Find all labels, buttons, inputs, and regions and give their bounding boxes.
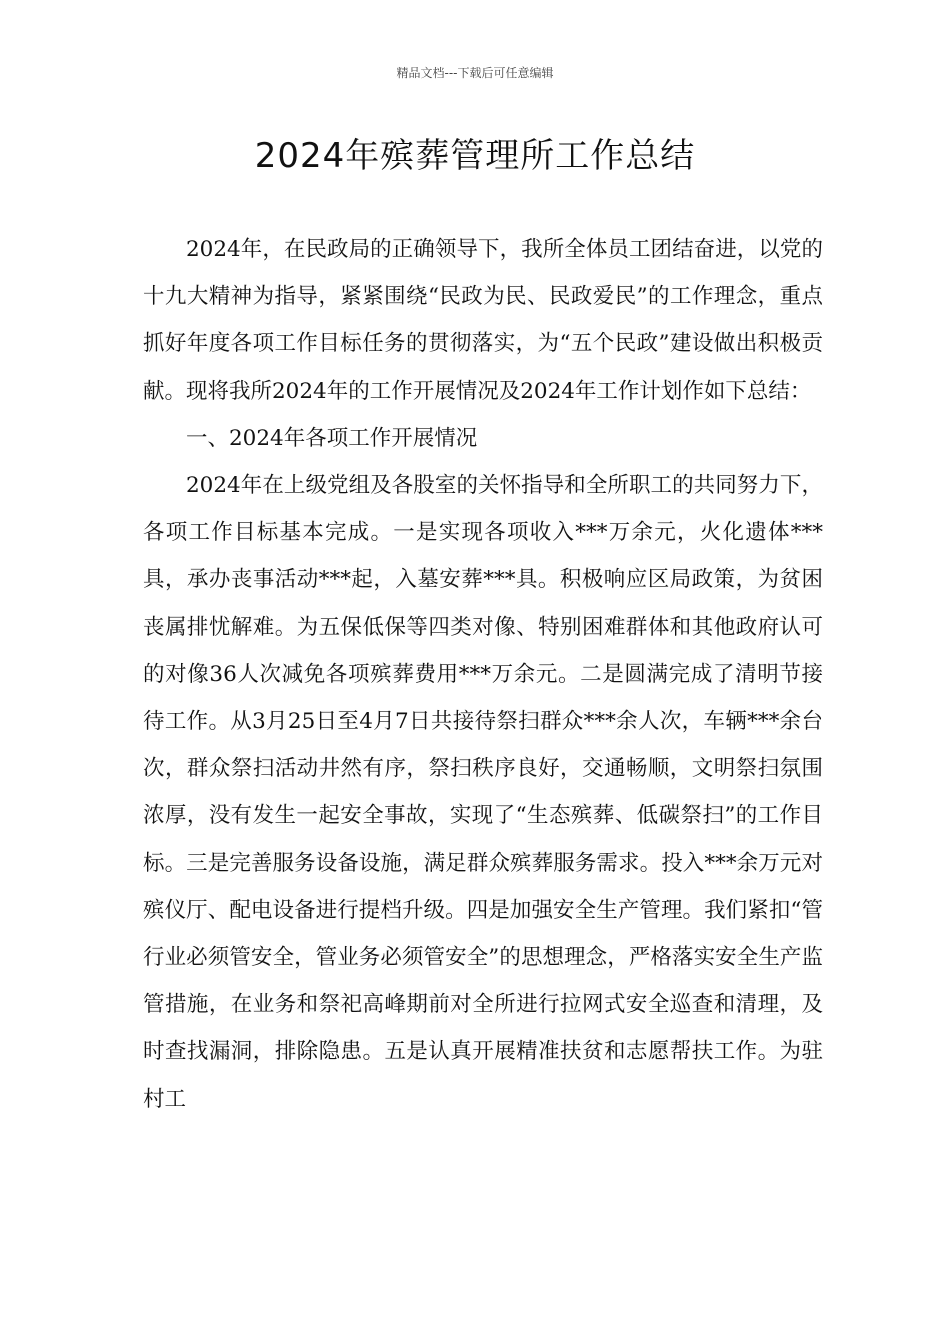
section-paragraph: 2024年在上级党组及各股室的关怀指导和全所职工的共同努力下，各项工作目标基本完成。一是实现各项收入***万余元，火化遗体***具，承办丧事活动***起，入墓安葬***具。积极响应区局政策，为贫困丧属排忧解难。为五保低保等四类对像、特别困难群体和其他政府认可的对像36人次减免各项殡葬费用***万余元。二是圆满完成了清明节接待工作。从3月25日至4月7日共接待祭扫群众***余人次，车辆***余台次，群众祭扫活动井然有序，祭扫秩序良好，交通畅顺，文明祭扫氛围浓厚，没有发生一起安全事故，实现了“生态殡葬、低碳祭扫”的工作目标。三是完善服务设备设施，满足群众殡葬服务需求。投入***余万元对殡仪厅、配电设备进行提档升级。四是加强安全生产管理。我们紧扣“管行业必须管安全，管业务必须管安全”的思想理念，严格落实安全生产监管措施，在业务和祭祀高峰期前对全所进行拉网式安全巡查和清理，及时查找漏洞，排除隐患。五是认真开展精准扶贫和志愿帮扶工作。为驻村工 <box>143 473 823 1112</box>
document-body <box>143 226 823 1123</box>
document-title: 2024年殡葬管理所工作总结 <box>254 136 696 176</box>
section-heading: 一、2024年各项工作开展情况 <box>186 425 478 451</box>
intro-paragraph: 2024年，在民政局的正确领导下，我所全体员工团结奋进，以党的十九大精神为指导，紧紧围绕“民政为民、民政爱民”的工作理念，重点抓好年度各项工作目标任务的贯彻落实，为“五个民政”建设做出积极贡献。现将我所2024年的工作开展情况及2024年工作计划作如下总结： <box>143 237 823 404</box>
header-note: 精品文档---下载后可任意编辑 <box>396 66 554 80</box>
